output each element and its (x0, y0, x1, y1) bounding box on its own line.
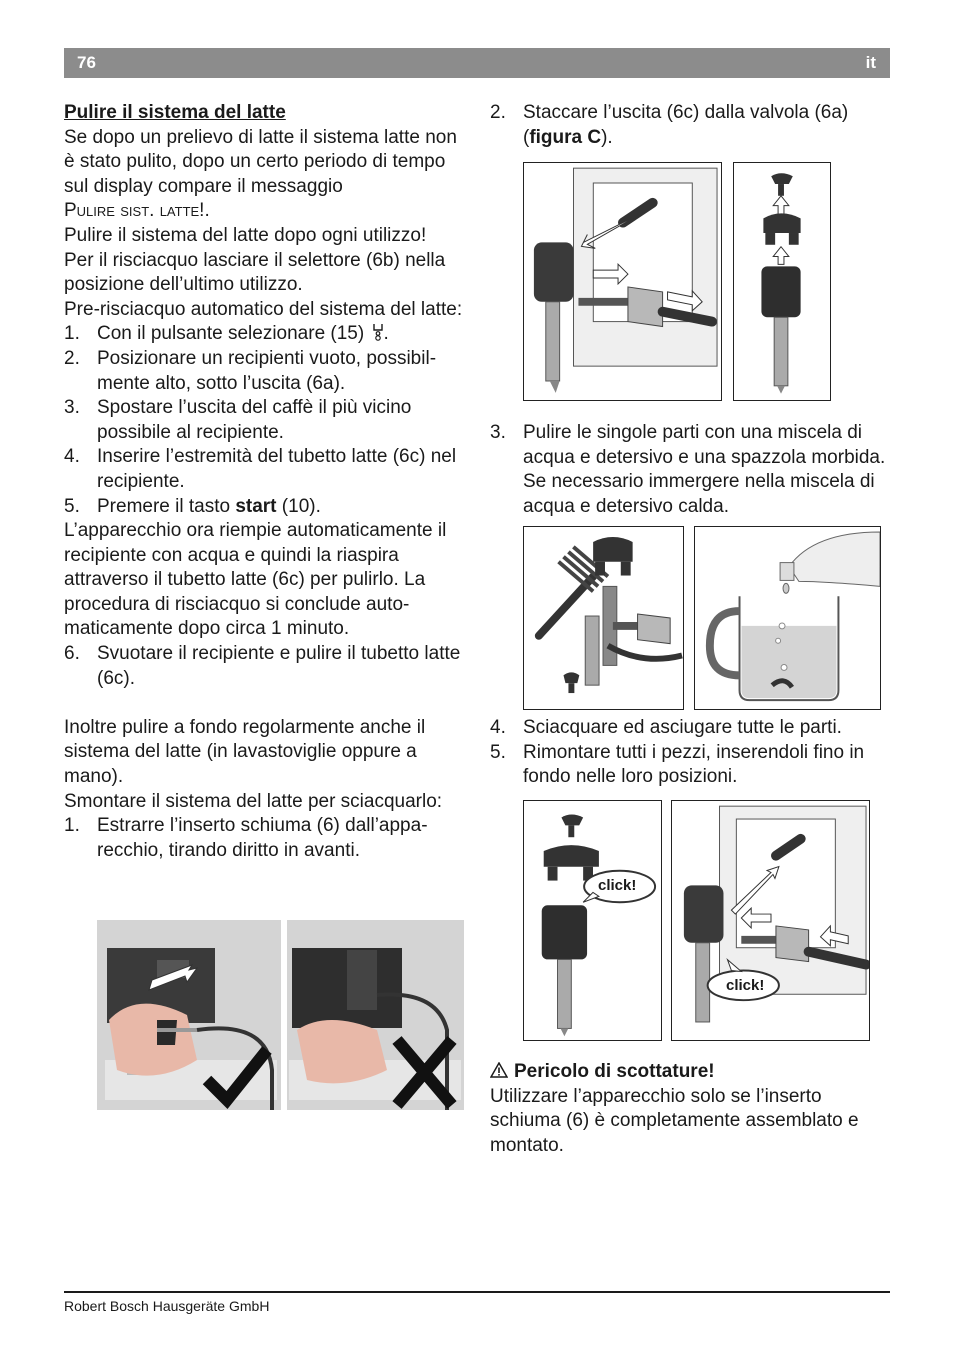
list-item: 3. Pulire le singole parti con una miscela di acqua e detersivo e una spazzola morbida. Se necessario immergere nella miscela di acqua e detersivo calda. (490, 422, 886, 517)
list-item: 3. Spostare l’uscita del caffè il più vicino possibile al recipiente. (64, 397, 412, 443)
paragraph-selector: Per il risciacquo lasciare il selettore (6b) nella posizione dell’ultimo utilizzo. (64, 249, 446, 296)
figure-beaker-detergent (694, 526, 881, 710)
list-item: 2. Posizionare un recipienti vuoto, possibilmente alto, sotto l’uscita (6a). (64, 347, 437, 394)
list-item: 4. Inserire l’estremità del tubetto latte (6c) nel recipiente. (64, 446, 457, 492)
warning-text: Utilizzare l’apparecchio solo se l’inserto schiuma (6) è completamente assemblato e montato. (490, 1085, 859, 1156)
page-header-bar (64, 48, 890, 78)
click-callout-label: click! (726, 977, 765, 994)
footer-company: Robert Bosch Hausgeräte GmbH (64, 1298, 270, 1314)
page-number: 76 (77, 53, 96, 72)
list-item: 5. Rimontare tutti i pezzi, inserendoli fino in fondo nelle loro posizioni. (490, 741, 865, 788)
right-column-steps-4-5 (490, 716, 892, 790)
figure-brush-parts (523, 526, 684, 710)
warning-block (490, 1060, 892, 1158)
footer-divider (64, 1291, 890, 1293)
click-callout-label: click! (598, 877, 637, 894)
warning-title: Pericolo di scottature! (514, 1061, 715, 1082)
list-item: 4. Sciacquare ed asciugare tutte le parti. (490, 717, 842, 738)
intro-text: Se dopo un prelievo di latte il sistema latte non è stato pulito, dopo un certo periodo di tempo sul display compare il messaggio Pulire sist. latte!. (64, 126, 457, 222)
warning-triangle-icon (490, 1062, 508, 1078)
list-item: 1. Con il pulsante selezionare (15) . (64, 323, 389, 345)
paragraph-pre-rinse: Pre-risciacquo automatico del sistema del latte: (64, 298, 463, 320)
display-message: Pulire sist. latte! (64, 200, 205, 222)
list-item: 6. Svuotare il recipiente e pulire il tubetto latte (6c). (64, 643, 461, 689)
list-item: 1. Estrarre l’inserto schiuma (6) dall’apparecchio, tirando diritto in avanti. (64, 815, 428, 861)
figure-c-detach-outlet (523, 162, 722, 401)
list-item: 5. Premere il tasto start (10). (64, 495, 321, 517)
section-heading: Pulire il sistema del latte (64, 102, 286, 123)
paragraph-clean-after-use: Pulire il sistema del latte dopo ogni utilizzo! (64, 224, 427, 246)
figure-remove-frother (97, 920, 464, 1110)
milk-cleaning-symbol-icon (372, 323, 384, 341)
language-code: it (865, 53, 876, 72)
figure-c-exploded-parts (733, 162, 831, 401)
list-item: 2. Staccare l’uscita (6c) dalla valvola (6a) (figura C). (490, 102, 849, 148)
start-key-label: start (235, 495, 277, 517)
figure-reference: figura C (529, 126, 602, 148)
paragraph-thorough-clean: Inoltre pulire a fondo regolarmente anche il sistema del latte (in lavastoviglie oppure a mano). (64, 716, 426, 788)
paragraph-auto-rinse: L’apparecchio ora riempie automaticamente il recipiente con acqua e quindi la riaspira attraverso il tubetto latte (6c) per pulirlo. La procedura di risciacquo si conclude automaticamente dopo circa 1 minuto. (64, 520, 447, 640)
left-column (64, 101, 466, 863)
figure-reassemble-machine (671, 800, 870, 1041)
right-column (490, 101, 892, 150)
right-column-step3 (490, 421, 892, 519)
figure-reassemble-parts (523, 800, 662, 1041)
paragraph-disassemble: Smontare il sistema del latte per sciacquarlo: (64, 790, 443, 812)
